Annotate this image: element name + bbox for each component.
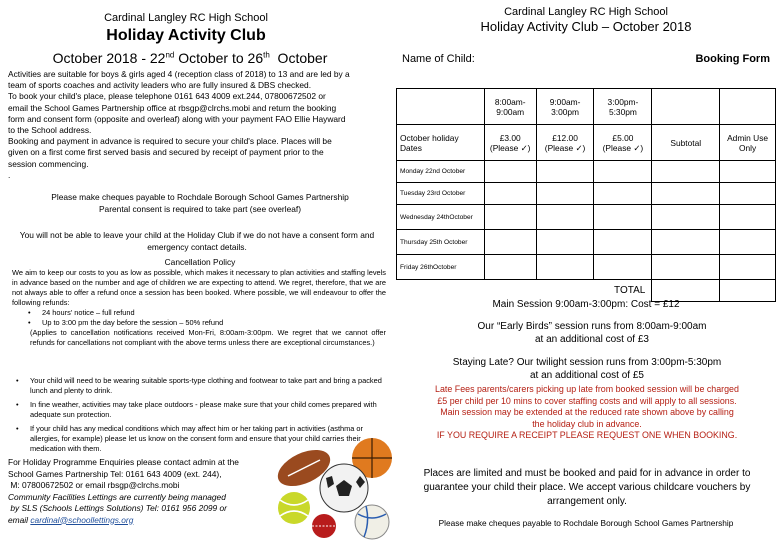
checkbox-cell[interactable] [484, 161, 536, 183]
cheque-note: Please make cheques payable to Rochdale Borough School Games Partnership Parental consent is required to take part (see overleaf) [51, 192, 349, 214]
email-link[interactable]: cardinal@schoollettings.org [30, 514, 134, 525]
school-name: Cardinal Langley RC High School [504, 6, 668, 18]
checkbox-cell[interactable] [594, 161, 652, 183]
cheque-note: Please make cheques payable to Rochdale Borough School Games Partnership [438, 518, 734, 528]
table-row [397, 255, 776, 280]
booking-table [396, 88, 776, 302]
subtotal-cell[interactable] [652, 230, 720, 255]
price-main: £12.00 (Please ✓) [536, 125, 594, 161]
form-title: Holiday Activity Club – October 2018 [480, 19, 692, 34]
subtotal-cell[interactable] [652, 161, 720, 183]
time-slot-late: 3:00pm- 5:30pm [594, 89, 652, 125]
checkbox-cell[interactable] [594, 183, 652, 205]
consent-warning: You will not be able to leave your child at the Holiday Club if we do not have a consent form and emergency contact details. [19, 230, 375, 252]
checkbox-cell[interactable] [536, 205, 594, 230]
checkbox-cell[interactable] [484, 230, 536, 255]
main-session-cost: Main Session 9:00am-3:00pm: Cost = £12 [492, 299, 680, 310]
requirement-item: • If your child has any medical conditions which may affect him or her taking part in activities (asthma or allergies, for example) please let us know on the consent form and ensure that your child carries their medication with them. [16, 424, 364, 453]
admin-header: Admin Use Only [720, 125, 776, 161]
admin-cell [720, 161, 776, 183]
school-name: Cardinal Langley RC High School [104, 12, 268, 24]
sports-balls-image [268, 430, 392, 540]
refund-item: • Up to 3:00 pm the day before the session – 50% refund [28, 318, 224, 327]
subtotal-cell[interactable] [652, 183, 720, 205]
time-slot-main: 9:00am- 3:00pm [536, 89, 594, 125]
admin-cell [720, 255, 776, 280]
admin-cell [720, 230, 776, 255]
intro-text: Activities are suitable for boys & girls aged 4 (reception class of 2018) to 13 and are led by a team of sports coaches and activity leaders who are fully insured & DBS checked. To book your child's place, please telephone 0161 643 4009 ext.244, 07800672502 or email the School Games Partnership office at rbsgp@clrchs.mobi and return the booking form and consent form (opposite and overleaf) along with your payment FAO Ellie Hayward to the School address. Booking and payment in advance is required to secure your child's place. Places will be given on a first come first served basis and secured by receipt of payment prior to the session commencing. . [8, 69, 350, 180]
refund-item: • 24 hours' notice – full refund [28, 308, 135, 317]
places-notice: Places are limited and must be booked and paid for in advance in order to guarantee your child their place. We accept various childcare vouchers by arrangement only. [423, 468, 751, 507]
day-label: Friday 26thOctober [397, 255, 485, 280]
price-late: £5.00 (Please ✓) [594, 125, 652, 161]
total-label: TOTAL [397, 280, 652, 302]
early-birds-info: Our “Early Birds” session runs from 8:00am-9:00am at an additional cost of £3 [477, 321, 707, 345]
day-label: Monday 22nd October [397, 161, 485, 183]
club-title: Holiday Activity Club [106, 27, 266, 44]
contact-info: For Holiday Programme Enquiries please contact admin at the School Games Partnership Tel: 0161 643 4009 (ext. 244), M: 07800672502 or email rbsgp@clrchs.mobi Community Facilities Lettings are currently being managed by SLS (Schools Lettings Solutions) Tel: 0161 956 2099 or email cardinal@schoollettings.org [8, 457, 239, 525]
table-row [397, 161, 776, 183]
checkbox-cell[interactable] [536, 183, 594, 205]
table-row [397, 205, 776, 230]
time-header-row [397, 89, 776, 125]
empty-cell [652, 89, 720, 125]
subtotal-cell[interactable] [652, 205, 720, 230]
checkbox-cell[interactable] [484, 183, 536, 205]
table-row [397, 183, 776, 205]
day-label: Wednesday 24thOctober [397, 205, 485, 230]
twilight-info: Staying Late? Our twilight session runs from 3:00pm-5:30pm at an additional cost of £5 [452, 357, 722, 381]
checkbox-cell[interactable] [594, 255, 652, 280]
time-slot-early: 8:00am- 9:00am [484, 89, 536, 125]
cancellation-heading: Cancellation Policy [164, 257, 236, 267]
booking-page [392, 0, 780, 540]
late-fees-notice: Late Fees parents/carers picking up late from booked session will be charged £5 per child per 10 mins to cover staffing costs and will apply to all sessions. Main session may be extended at the reduced rate shown above by calling the holiday club in advance. IF YOU REQUIRE A RECEIPT PLEASE REQUEST ONE WHEN BOOKING. [435, 384, 739, 441]
checkbox-cell[interactable] [536, 161, 594, 183]
empty-cell [720, 89, 776, 125]
checkbox-cell[interactable] [594, 205, 652, 230]
checkbox-cell[interactable] [594, 230, 652, 255]
subtotal-cell[interactable] [652, 255, 720, 280]
price-early: £3.00 (Please ✓) [484, 125, 536, 161]
cancellation-policy: We aim to keep our costs to you as low as possible, which makes it necessary to plan activities and staffing levels in advance based on the number and age of children we are expecting to attend. We regret, therefore, that we are not always able to offer a refund once a session has been booked. Where possible, we will endeavour to offer the following refunds: • 24 hours' notice – full refund • Up to 3:00 pm the day before the session – 50% refund (Applies to cancellation notifications received Mon-Fri, 8:00am-3:00pm. We regret that we cannot offer refunds for cancellations not compliant with the above terms unless there are exceptional circumstances.) [12, 268, 386, 347]
child-name-label: Name of Child: [402, 53, 475, 65]
day-label: Tuesday 23rd October [397, 183, 485, 205]
club-dates: October 2018 - 22nd October to 26th October [52, 50, 328, 66]
empty-cell [397, 89, 485, 125]
dates-label: October holiday Dates [397, 125, 485, 161]
price-header-row [397, 125, 776, 161]
requirement-item: • In fine weather, activities may take place outdoors - please make sure that your child comes prepared with adequate sun protection. [16, 400, 377, 419]
admin-cell [720, 183, 776, 205]
day-label: Thursday 25th October [397, 230, 485, 255]
admin-cell [720, 205, 776, 230]
checkbox-cell[interactable] [536, 230, 594, 255]
checkbox-cell[interactable] [484, 205, 536, 230]
subtotal-header: Subtotal [652, 125, 720, 161]
table-row [397, 230, 776, 255]
requirement-item: • Your child will need to be wearing suitable sports-type clothing and footwear to take part and bring a packed lunch and plenty to drink. [16, 376, 382, 395]
checkbox-cell[interactable] [484, 255, 536, 280]
booking-form-label: Booking Form [695, 53, 770, 65]
checkbox-cell[interactable] [536, 255, 594, 280]
